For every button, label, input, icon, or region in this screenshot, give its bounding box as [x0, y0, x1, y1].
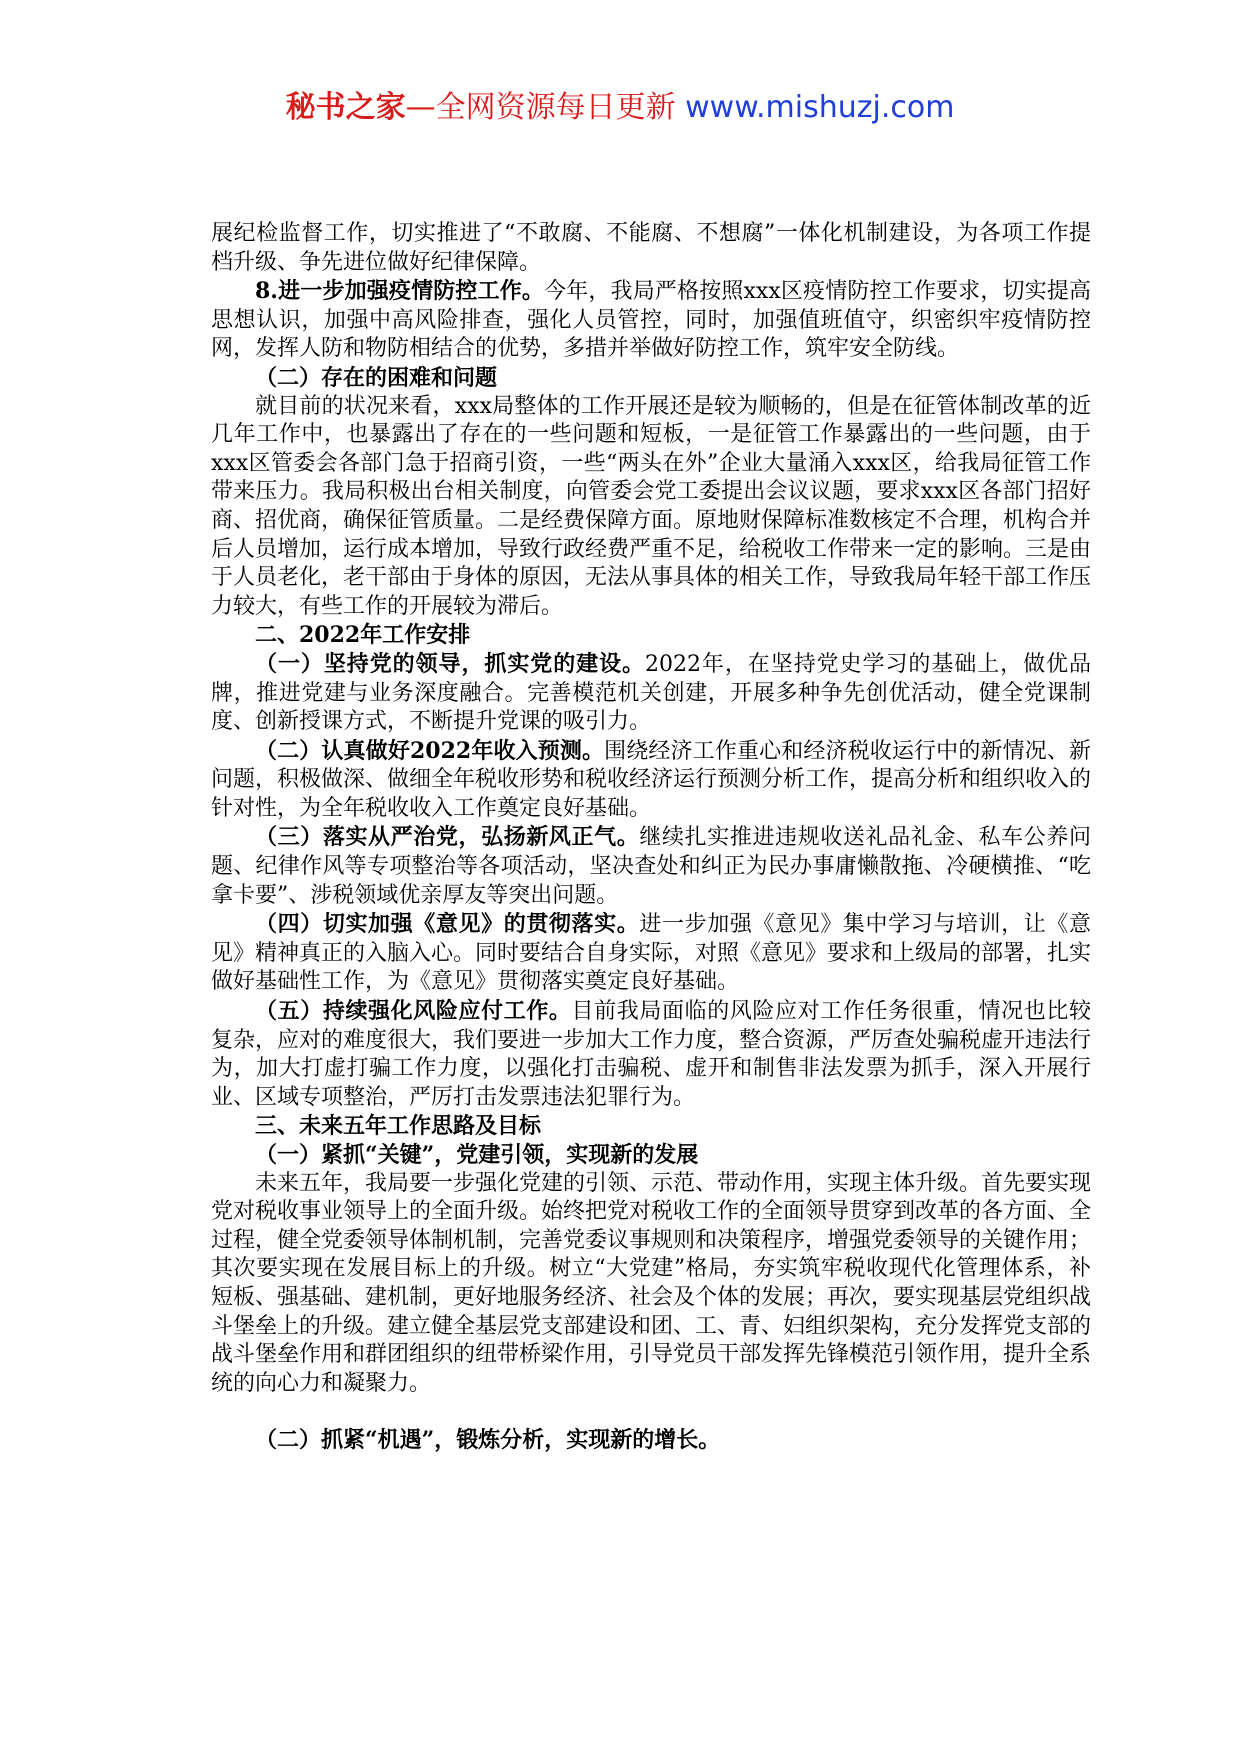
- site-url-link[interactable]: www.mishuzj.com: [685, 90, 955, 125]
- paragraph-party-leadership-text: 2022年，在坚持党史学习的基础上，做优品牌，推进党建与业务深度融合。完善模范机关创建，开展多种争先创优活动，健全党课制度、创新授课方式，不断提升党课的吸引力。: [211, 651, 1091, 735]
- paragraph-strict-governance: [211, 823, 1091, 910]
- paragraph-strict-governance-text: 继续扎实推进违规收送礼品礼金、私车公养问题、纪律作风等专项整治等各项活动，坚决查处和纠正为民办事庸懒散拖、冷硬横推、“吃拿卡要”、涉税领域优亲厚友等突出问题。: [211, 825, 1091, 908]
- paragraph-epidemic-heading: 8.进一步加强疫情防控工作。: [255, 278, 545, 305]
- paragraph-risk-response-text: 目前我局面临的风险应对工作任务很重，情况也比较复杂，应对的难度很大，我们要进一步加大工作力度，整合资源，严厉查处骗税虚开违法行为，加大打虚打骗工作力度，以强化打击骗税、虚开和制售非法发票为抓手，深入开展行业、区域专项整治，严厉打击发票违法犯罪行为。: [211, 999, 1092, 1110]
- paragraph-epidemic: [211, 277, 1091, 364]
- heading-key-party-building: （一）紧抓“关键”，党建引领，实现新的发展: [255, 1142, 699, 1168]
- paragraph-party-building: 未来五年，我局要一步强化党建的引领、示范、带动作用，实现主体升级。首先要实现党对税收事业领导上的全面升级。始终把党对税收工作的全面领导贯穿到改革的各方面、全过程，健全党委领导体制机制，完善党委议事规则和决策程序，增强党委领导的关键作用；其次要实现在发展目标上的升级。树立“大党建”格局，夯实筑牢税收现代化管理体系，补短板、强基础、建机制，更好地服务经济、社会及个体的发展；再次，要实现基层党组织战斗堡垒上的升级。建立健全基层党支部建设和团、工、青、妇组织架构，充分发挥党支部的战斗堡垒作用和群团组织的纽带桥梁作用，引导党员干部发挥先锋模范引领作用，提升全系统的向心力和凝聚力。: [211, 1170, 1092, 1396]
- paragraph-problems: 就目前的状况来看，xxx局整体的工作开展还是较为顺畅的，但是在征管体制改革的近几年工作中，也暴露出了存在的一些问题和短板，一是征管工作暴露出的一些问题，由于xxx区管委会各部门急于招商引资，一些“两头在外”企业大量涌入xxx区，给我局征管工作带来压力。我局积极出台相关制度，向管委会党工委提出会议议题，要求xxx区各部门招好商、招优商，确保征管质量。二是经费保障方面。原地财保障标准数核定不合理，机构合并后人员增加，运行成本增加，导致行政经费严重不足，给税收工作带来一定的影响。三是由于人员老化，老干部由于身体的原因，无法从事具体的相关工作，导致我局年轻干部工作压力较大，有些工作的开展较为滞后。: [211, 393, 1092, 619]
- paragraph-opinions: [211, 910, 1091, 997]
- site-brand: 秘书之家: [285, 90, 406, 125]
- paragraph-opinions-text: 进一步加强《意见》集中学习与培训，让《意见》精神真正的入脑入心。同时要结合自身实际，对照《意见》要求和上级局的部署，扎实做好基础性工作，为《意见》贯彻落实奠定良好基础。: [211, 912, 1092, 995]
- heading-2022-plan: 二、2022年工作安排: [255, 622, 471, 649]
- heading-opportunity: （二）抓紧“机遇”，锻炼分析，实现新的增长。: [255, 1427, 721, 1454]
- paragraph-revenue-forecast-heading: （二）认真做好2022年收入预测。: [255, 737, 605, 764]
- paragraph-discipline: 展纪检监督工作，切实推进了“不敢腐、不能腐、不想腐”一体化机制建设，为各项工作提档升级、争先进位做好纪律保障。: [211, 221, 1091, 275]
- document-body: [211, 220, 1091, 1455]
- paragraph-risk-response-heading: （五）持续强化风险应付工作。: [255, 998, 572, 1025]
- paragraph-strict-governance-heading: （三）落实从严治党，弘扬新风正气。: [255, 824, 640, 851]
- site-header: [0, 88, 1240, 128]
- paragraph-revenue-forecast: [211, 737, 1091, 824]
- heading-five-year-plan: 三、未来五年工作思路及目标: [255, 1113, 542, 1140]
- paragraph-party-leadership-heading: （一）坚持党的领导，抓实党的建设。: [255, 650, 645, 677]
- paragraph-revenue-forecast-text: 围绕经济工作重心和经济税收运行中的新情况、新问题，积极做深、做细全年税收形势和税收经济运行预测分析工作，提高分析和组织收入的针对性，为全年税收收入工作奠定良好基础。: [211, 738, 1092, 821]
- paragraph-risk-response: [211, 997, 1091, 1112]
- site-slogan: —全网资源每日更新: [405, 90, 676, 125]
- heading-problems: （二）存在的困难和问题: [255, 364, 498, 391]
- paragraph-party-leadership: [211, 650, 1091, 737]
- paragraph-opinions-heading: （四）切实加强《意见》的贯彻落实。: [255, 911, 640, 938]
- paragraph-epidemic-text: 今年，我局严格按照xxx区疫情防控工作要求，切实提高思想认识，加强中高风险排查，强化人员管控，同时，加强值班值守，织密织牢疫情防控网，发挥人防和物防相结合的优势，多措并举做好防控工作，筑牢安全防线。: [211, 279, 1091, 362]
